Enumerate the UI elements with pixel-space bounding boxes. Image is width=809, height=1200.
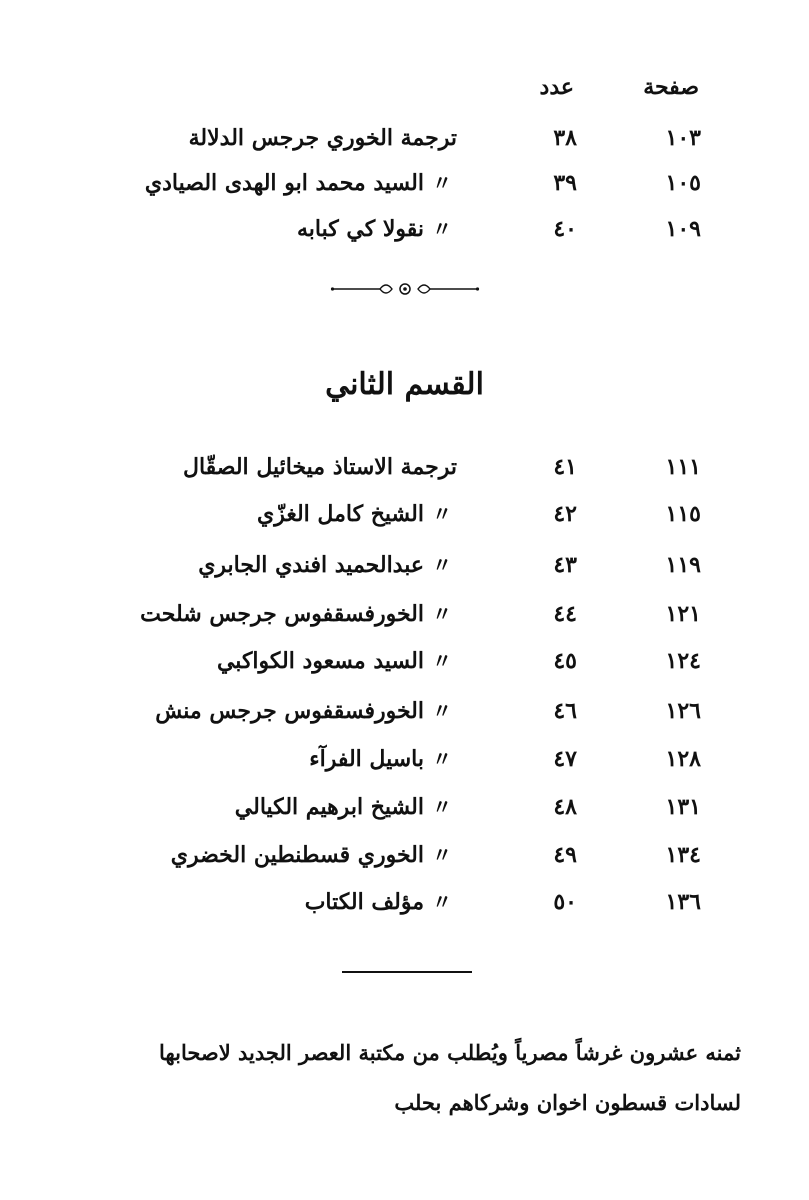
page-number: ١٢٨ <box>665 746 701 772</box>
entry-number: ٤٣ <box>553 552 577 578</box>
entry-title: الخورفسقفوس جرجس شلحت <box>140 601 424 627</box>
footer-publisher-line: لسادات قسطون اخوان وشركاهم بحلب <box>394 1090 741 1115</box>
entry-title: الشيخ كامل الغزّي <box>256 501 424 527</box>
page-number: ١٣٦ <box>665 889 701 915</box>
divider-line <box>342 971 472 973</box>
ditto-mark: 〃 <box>432 795 452 819</box>
entry-title: السيد محمد ابو الهدى الصيادي <box>144 170 424 196</box>
entry-number: ٣٨ <box>553 125 577 151</box>
page-number: ١٢١ <box>665 601 701 627</box>
page-number: ١٠٥ <box>665 170 701 196</box>
ditto-mark: 〃 <box>432 649 452 673</box>
entry-title: مؤلف الكتاب <box>304 889 424 915</box>
page-number: ١٢٤ <box>665 648 701 674</box>
index-row <box>0 163 809 203</box>
entry-title: ترجمة الخوري جرجس الدلالة <box>188 125 457 151</box>
index-row <box>0 209 809 249</box>
index-row <box>0 118 809 158</box>
entry-number: ٤٢ <box>553 501 577 527</box>
entry-title: عبدالحميد افندي الجابري <box>198 552 424 578</box>
number-column-header: عدد <box>539 74 574 100</box>
page-number: ١١٩ <box>665 552 701 578</box>
entry-title: نقولا كي كبابه <box>296 216 424 242</box>
entry-title: الخوري قسطنطين الخضري <box>170 842 424 868</box>
index-row <box>0 641 809 681</box>
section-title: القسم الثاني <box>325 367 484 402</box>
entry-number: ٤٥ <box>553 648 577 674</box>
entry-number: ٣٩ <box>553 170 577 196</box>
entry-title: ترجمة الاستاذ ميخائيل الصقّال <box>182 454 457 480</box>
ditto-mark: 〃 <box>432 747 452 771</box>
ditto-mark: 〃 <box>432 502 452 526</box>
page-number: ١٣١ <box>665 794 701 820</box>
page-number: ١١١ <box>665 454 701 480</box>
entry-number: ٤٦ <box>553 698 577 724</box>
entry-number: ٤٧ <box>553 746 577 772</box>
index-row <box>0 739 809 779</box>
entry-title: السيد مسعود الكواكبي <box>216 648 424 674</box>
page-number: ١١٥ <box>665 501 701 527</box>
index-row <box>0 494 809 534</box>
footer-price-line: ثمنه عشرون غرشاً مصرياً ويُطلب من مكتبة العصر الجديد لاصحابها <box>159 1040 741 1065</box>
page-number: ١٠٩ <box>665 216 701 242</box>
ditto-mark: 〃 <box>432 699 452 723</box>
ditto-mark: 〃 <box>432 602 452 626</box>
page-number: ١٠٣ <box>665 125 701 151</box>
ditto-mark: 〃 <box>432 843 452 867</box>
page-number: ١٣٤ <box>665 842 701 868</box>
entry-number: ٥٠ <box>553 889 577 915</box>
index-row <box>0 787 809 827</box>
ditto-mark: 〃 <box>432 553 452 577</box>
index-row <box>0 835 809 875</box>
index-row <box>0 447 809 487</box>
index-row <box>0 594 809 634</box>
page-column-header: صفحة <box>643 74 699 100</box>
index-row <box>0 691 809 731</box>
entry-number: ٤٤ <box>553 601 577 627</box>
ornament-divider <box>330 278 480 300</box>
index-row <box>0 545 809 585</box>
page-number: ١٢٦ <box>665 698 701 724</box>
ditto-mark: 〃 <box>432 171 452 195</box>
entry-title: باسيل الفرآء <box>309 746 424 772</box>
entry-title: الشيخ ابرهيم الكيالي <box>234 794 424 820</box>
column-headers <box>0 70 809 104</box>
entry-number: ٤٠ <box>553 216 577 242</box>
ditto-mark: 〃 <box>432 890 452 914</box>
entry-number: ٤٨ <box>553 794 577 820</box>
entry-number: ٤٩ <box>553 842 577 868</box>
entry-number: ٤١ <box>553 454 577 480</box>
entry-title: الخورفسقفوس جرجس منش <box>155 698 424 724</box>
index-row <box>0 882 809 922</box>
ditto-mark: 〃 <box>432 217 452 241</box>
